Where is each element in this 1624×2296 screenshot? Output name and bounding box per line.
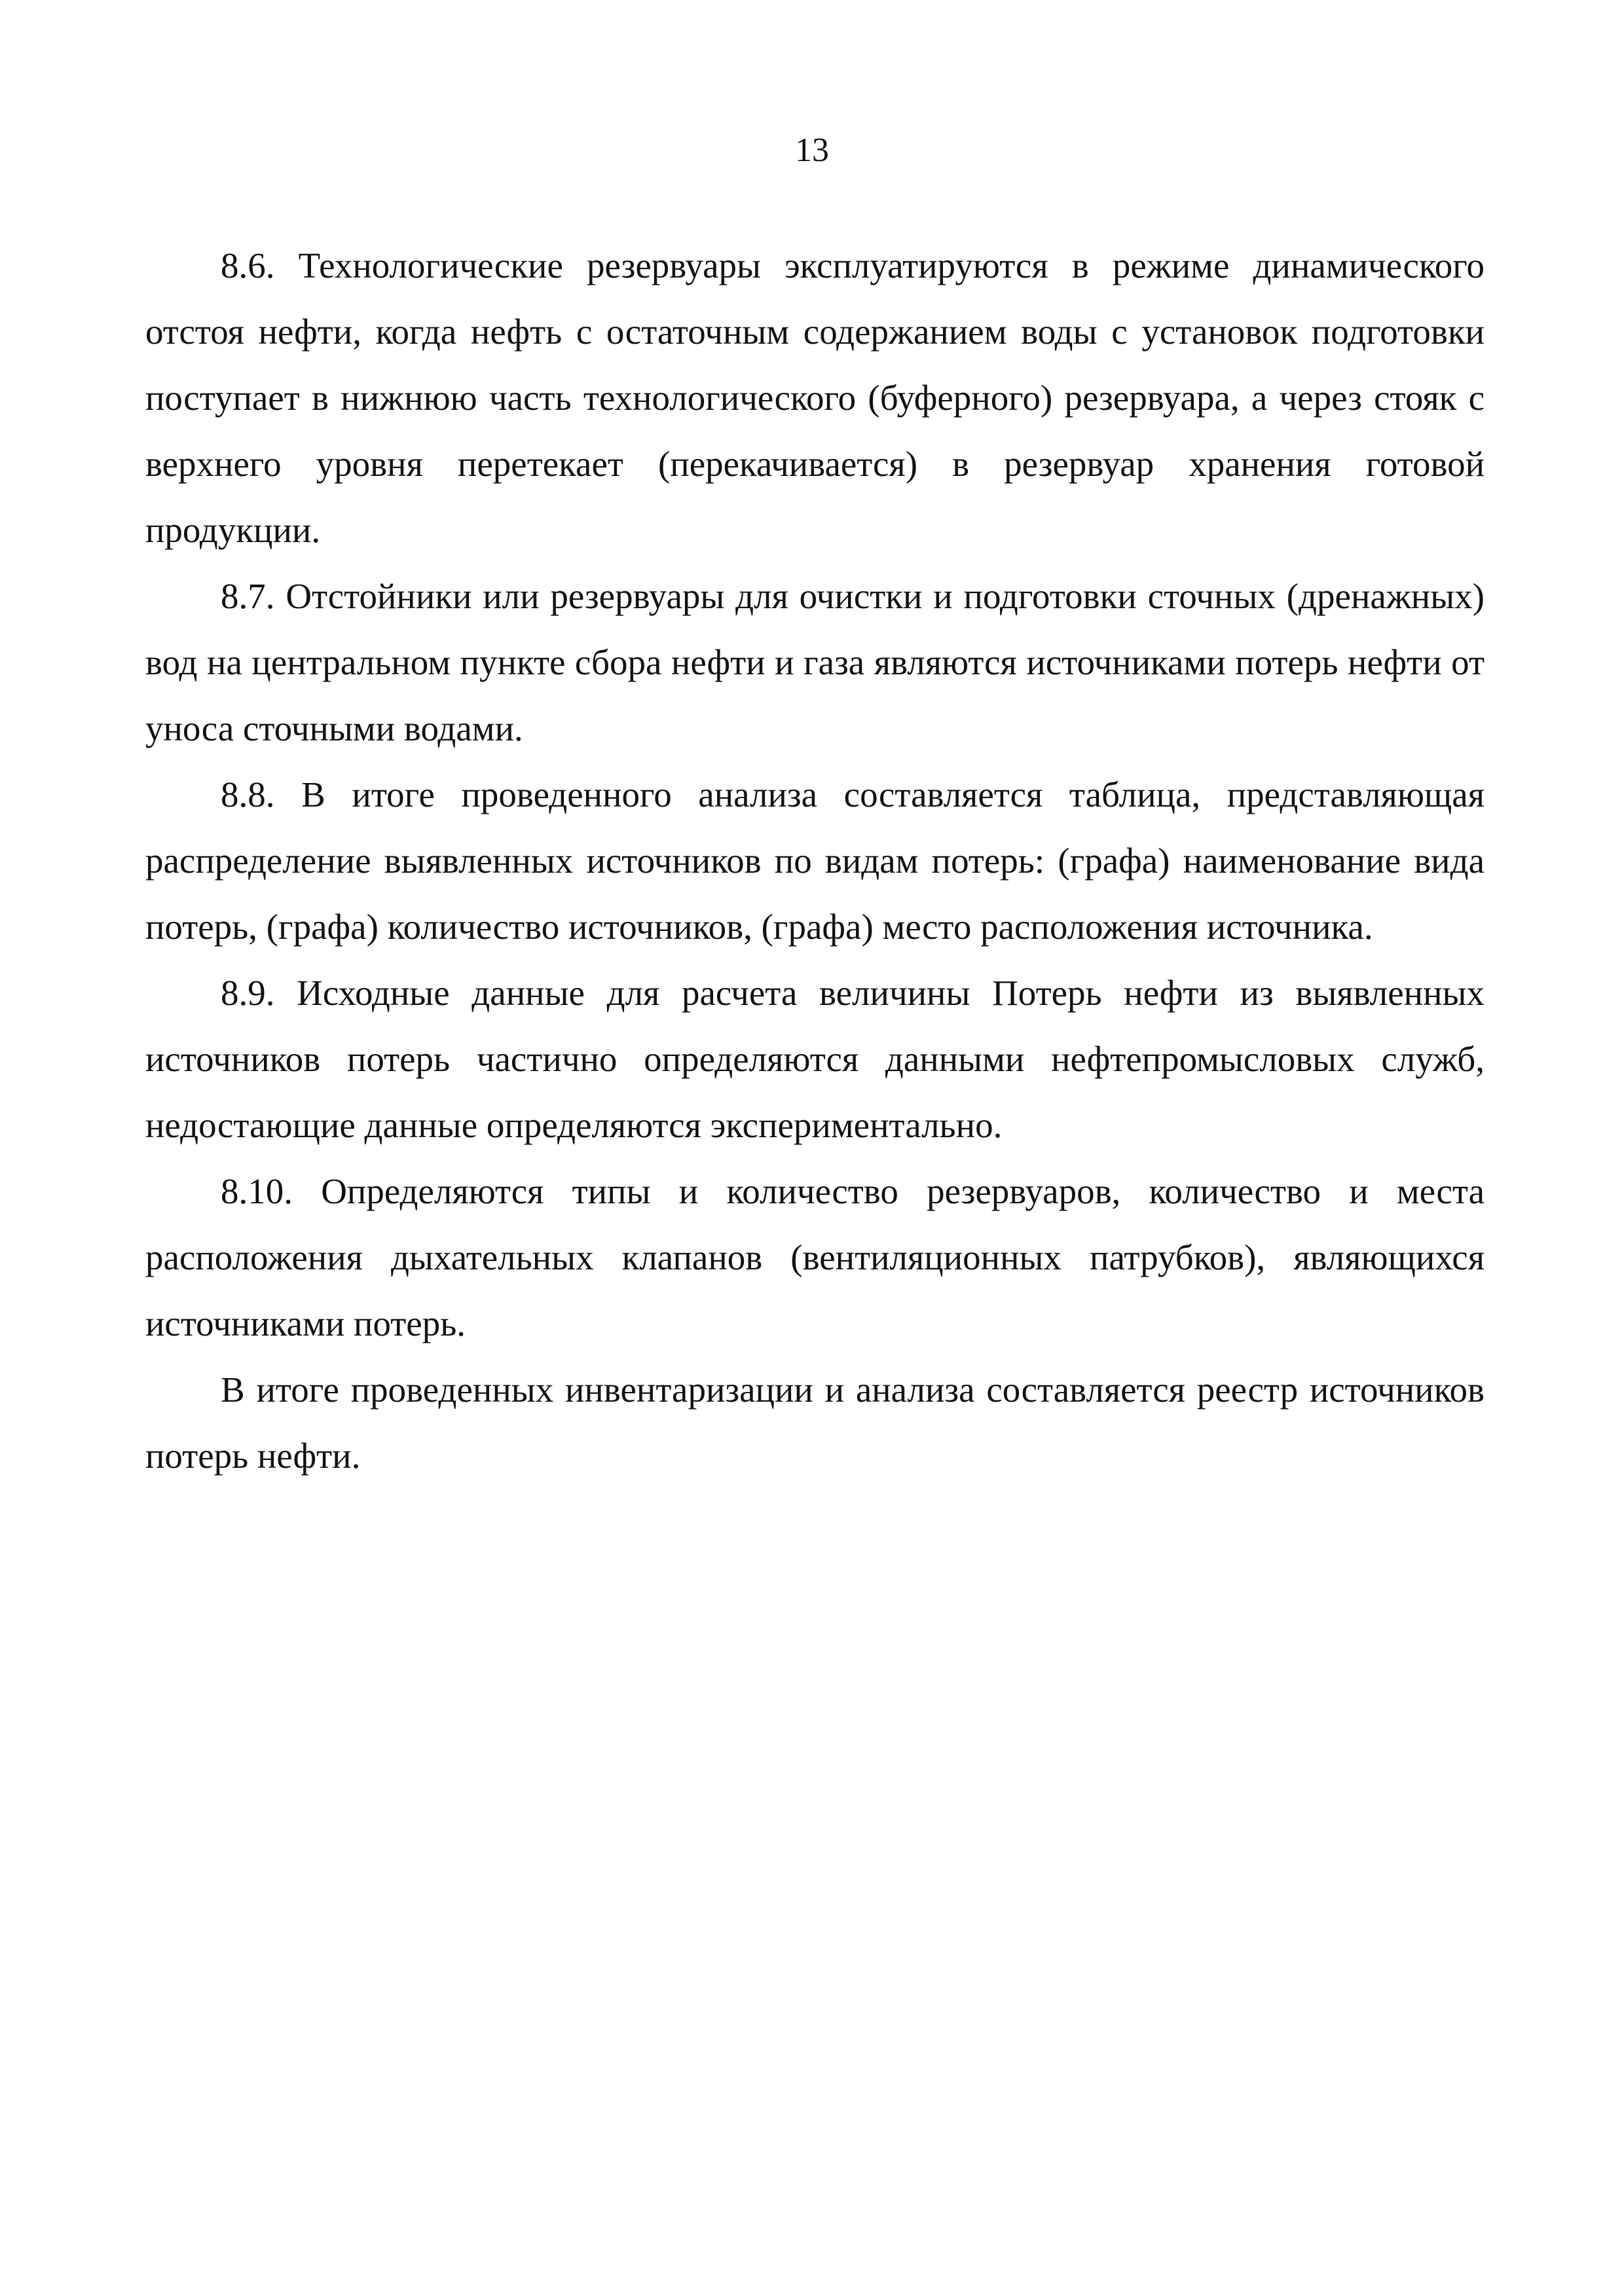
document-body — [145, 232, 1485, 1489]
paragraph-8-6: 8.6. Технологические резервуары эксплуатируются в режиме динамического отстоя нефти, когда нефть с остаточным содержанием воды с установок подготовки поступает в нижнюю часть технологического (буферного) резервуара, а через стояк с верхнего уровня перетекает (перекачивается) в резервуар хранения готовой продукции. — [145, 246, 1485, 550]
paragraph-8-7: 8.7. Отстойники или резервуары для очистки и подготовки сточных (дренажных) вод на центральном пункте сбора нефти и газа являются источниками потерь нефти от уноса сточными водами. — [145, 576, 1485, 748]
paragraph-8-8: 8.8. В итоге проведенного анализа составляется таблица, представляющая распределение выявленных источников по видам потерь: (графа) наименование вида потерь, (графа) количество источников, (графа) место расположения источника. — [145, 774, 1485, 947]
paragraph-8-10: 8.10. Определяются типы и количество резервуаров, количество и места расположения дыхательных клапанов (вентиляционных патрубков), являющихся источниками потерь. — [145, 1171, 1485, 1343]
paragraph-8-9: 8.9. Исходные данные для расчета величины Потерь нефти из выявленных источников потерь частично определяются данными нефтепромысловых служб, недостающие данные определяются экспериментально. — [145, 973, 1485, 1145]
page-number: 13 — [795, 132, 829, 169]
paragraph-conclusion: В итоге проведенных инвентаризации и анализа составляется реестр источников потерь нефти. — [145, 1370, 1485, 1476]
